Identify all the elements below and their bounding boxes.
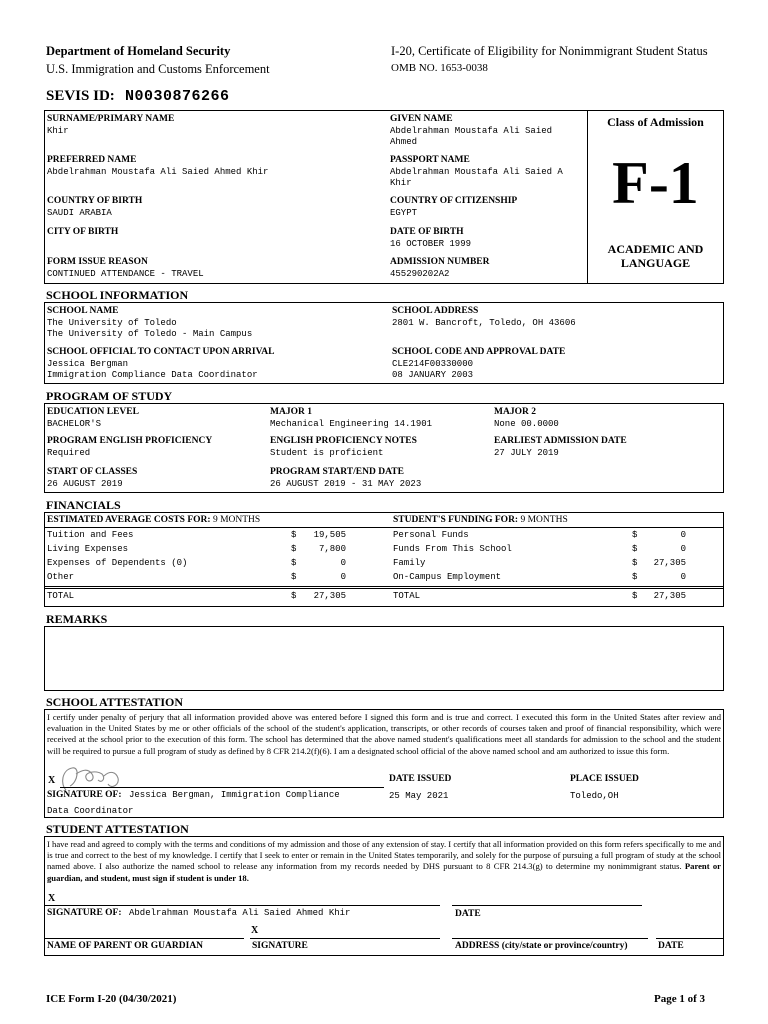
education-level-value: BACHELOR'S — [47, 419, 102, 429]
guardian-name-label: NAME OF PARENT OR GUARDIAN — [47, 941, 204, 951]
school-code-label: SCHOOL CODE AND APPROVAL DATE — [392, 347, 566, 357]
funding-currency: $ — [632, 572, 638, 582]
page-number: Page 1 of 3 — [654, 993, 706, 1005]
sevis-id: N0030876266 — [125, 88, 230, 105]
remarks-title: REMARKS — [46, 612, 108, 626]
cost-currency: $ — [291, 572, 297, 582]
funding-item: Personal Funds — [393, 530, 469, 540]
costs-total-value: 27,305 — [313, 591, 346, 601]
earliest-admission-value: 27 JULY 2019 — [494, 448, 559, 458]
department-name: Department of Homeland Security — [46, 44, 231, 58]
funding-amount: 0 — [680, 530, 686, 540]
cost-item: Other — [47, 572, 75, 582]
school-signer-title: Data Coordinator — [47, 806, 134, 816]
financials-total-rule-1 — [44, 586, 724, 587]
country-of-birth-label: COUNTRY OF BIRTH — [47, 196, 143, 206]
english-notes-label: ENGLISH PROFICIENCY NOTES — [270, 436, 417, 446]
cost-currency: $ — [291, 544, 297, 554]
program-dates-label: PROGRAM START/END DATE — [270, 467, 404, 477]
cost-currency: $ — [291, 558, 297, 568]
funding-amount: 0 — [680, 572, 686, 582]
major-2-value: None 00.0000 — [494, 419, 559, 429]
city-of-birth-label: CITY OF BIRTH — [47, 227, 119, 237]
major-1-label: MAJOR 1 — [270, 407, 312, 417]
costs-label: ESTIMATED AVERAGE COSTS FOR: — [47, 515, 211, 525]
financials-title: FINANCIALS — [46, 498, 121, 512]
surname-label: SURNAME/PRIMARY NAME — [47, 114, 175, 124]
cost-amount: 0 — [340, 572, 346, 582]
major-2-label: MAJOR 2 — [494, 407, 536, 417]
guardian-signature-label: SIGNATURE — [252, 941, 308, 951]
date-of-birth-label: DATE OF BIRTH — [390, 227, 464, 237]
admission-number-label: ADMISSION NUMBER — [390, 257, 490, 267]
date-issued-value: 25 May 2021 — [389, 791, 449, 801]
class-of-admission-label: Class of Admission — [607, 115, 704, 129]
given-name-label: GIVEN NAME — [390, 114, 453, 124]
school-approval-date: 08 JANUARY 2003 — [392, 370, 474, 380]
class-of-admission-code: F-1 — [612, 150, 699, 216]
earliest-admission-label: EARLIEST ADMISSION DATE — [494, 436, 627, 446]
cost-item: Living Expenses — [47, 544, 129, 554]
sevis-label: SEVIS ID: — [46, 88, 115, 104]
school-sign-x: X — [48, 775, 56, 786]
school-official-label: SCHOOL OFFICIAL TO CONTACT UPON ARRIVAL — [47, 347, 275, 357]
funding-heading — [393, 515, 568, 525]
guardian-date-label: DATE — [658, 941, 684, 951]
funding-total-value: 27,305 — [653, 591, 686, 601]
costs-total-label: TOTAL — [47, 591, 75, 601]
country-of-birth-value: SAUDI ARABIA — [47, 208, 112, 218]
funding-item: Family — [393, 558, 426, 568]
english-proficiency-label: PROGRAM ENGLISH PROFICIENCY — [47, 436, 213, 446]
passport-name-value: Abdelrahman Moustafa Ali Saied A — [390, 167, 563, 177]
school-name-value: The University of Toledo — [47, 318, 177, 328]
school-code-value: CLE214F00330000 — [392, 359, 474, 369]
school-attestation-title: SCHOOL ATTESTATION — [46, 695, 184, 709]
class-of-admission-desc-2: LANGUAGE — [620, 256, 691, 270]
start-of-classes-value: 26 AUGUST 2019 — [47, 479, 123, 489]
student-attestation-body: I have read and agreed to comply with the terms and conditions of my admission and those of any extension of stay. I certify that all information provided on this form refers specifically to me and is true and correct to the best of my knowledge. I certify that I seek to enter or remain in the United States temporarily, and solely for the purpose of pursuing a full program of study at the school named above. I also authorize the named school to release any information from my records needed by DHS pursuant to 8 CFR 214.3(g) to determine my nonimmigrant status. — [47, 839, 721, 872]
date-of-birth-value: 16 OCTOBER 1999 — [390, 239, 472, 249]
cost-currency: $ — [291, 530, 297, 540]
form-issue-reason-value: CONTINUED ATTENDANCE - TRAVEL — [47, 269, 204, 279]
guardian-address-label: ADDRESS (city/state or province/country) — [455, 941, 628, 951]
form-issue-reason-label: FORM ISSUE REASON — [47, 257, 148, 267]
class-of-admission-desc-1: ACADEMIC AND — [607, 242, 704, 256]
student-attestation-bold: Parent or guardian, and student, must sign if student is under 18. — [47, 861, 721, 883]
school-official-title: Immigration Compliance Data Coordinator — [47, 370, 258, 380]
funding-currency: $ — [632, 530, 638, 540]
form-title: I-20, Certificate of Eligibility for Nonimmigrant Student Status — [391, 44, 708, 58]
costs-total-currency: $ — [291, 591, 297, 601]
cost-item: Tuition and Fees — [47, 530, 134, 540]
school-campus-value: The University of Toledo - Main Campus — [47, 329, 253, 339]
class-divider — [587, 110, 588, 284]
student-date-line — [452, 905, 642, 906]
school-address-label: SCHOOL ADDRESS — [392, 306, 479, 316]
remarks-box — [44, 626, 724, 691]
funding-total-currency: $ — [632, 591, 638, 601]
date-issued-label: DATE ISSUED — [389, 774, 452, 784]
school-address-value: 2801 W. Bancroft, Toledo, OH 43606 — [392, 318, 576, 328]
english-notes-value: Student is proficient — [270, 448, 384, 458]
cost-amount: 7,800 — [318, 544, 346, 554]
funding-currency: $ — [632, 558, 638, 568]
place-issued-label: PLACE ISSUED — [570, 774, 639, 784]
student-signer-name: Abdelrahman Moustafa Ali Saied Ahmed Khir — [129, 908, 351, 918]
funding-label: STUDENT'S FUNDING FOR: — [393, 515, 519, 525]
school-attestation-text: I certify under penalty of perjury that all information provided above was entered before I signed this form and is true and correct. I executed this form in the United States after review and evaluation in the United States by me or other officials of the school of the student's application, transcripts, or other records of courses taken and proof of financial responsibility, which were received at the school prior to the execution of this form. The school has determined that the above named student's qualifications meet all standards for admission to the school and the student will be required to pursue a full program of study as defined by 8 CFR 214.2(f)(6). I am a designated school official of the above named school and am authorized to issue this form. — [47, 712, 721, 756]
school-information-title: SCHOOL INFORMATION — [46, 288, 189, 302]
given-name-value-cont: Ahmed — [390, 137, 418, 147]
school-signature-of-label: SIGNATURE OF: — [47, 790, 122, 800]
education-level-label: EDUCATION LEVEL — [47, 407, 139, 417]
student-attestation-title: STUDENT ATTESTATION — [46, 822, 189, 836]
school-name-label: SCHOOL NAME — [47, 306, 119, 316]
school-signer-name: Jessica Bergman, Immigration Compliance — [129, 790, 340, 800]
preferred-name-value: Abdelrahman Moustafa Ali Saied Ahmed Khir — [47, 167, 269, 177]
funding-item: On-Campus Employment — [393, 572, 502, 582]
country-of-citizenship-label: COUNTRY OF CITIZENSHIP — [390, 196, 518, 206]
cost-amount: 0 — [340, 558, 346, 568]
passport-name-label: PASSPORT NAME — [390, 155, 470, 165]
financials-total-rule-2 — [44, 588, 724, 589]
given-name-value: Abdelrahman Moustafa Ali Saied — [390, 126, 553, 136]
form-id: ICE Form I-20 (04/30/2021) — [46, 993, 177, 1005]
english-proficiency-value: Required — [47, 448, 91, 458]
program-of-study-title: PROGRAM OF STUDY — [46, 389, 173, 403]
guardian-signature-line — [250, 938, 440, 939]
funding-amount: 0 — [680, 544, 686, 554]
omb-number: OMB NO. 1653-0038 — [391, 62, 488, 74]
school-official-name: Jessica Bergman — [47, 359, 129, 369]
guardian-name-line — [44, 938, 244, 939]
preferred-name-label: PREFERRED NAME — [47, 155, 137, 165]
cost-amount: 19,505 — [313, 530, 346, 540]
student-date-label: DATE — [455, 909, 481, 919]
guardian-date-line — [656, 938, 724, 939]
school-signature-line — [60, 787, 384, 788]
costs-heading — [47, 515, 260, 525]
guardian-address-line — [452, 938, 648, 939]
funding-amount: 27,305 — [653, 558, 686, 568]
agency-name: U.S. Immigration and Customs Enforcement — [46, 62, 270, 76]
guardian-sign-x: X — [251, 925, 259, 936]
place-issued-value: Toledo,OH — [570, 791, 619, 801]
funding-item: Funds From This School — [393, 544, 512, 554]
passport-name-value-cont: Khir — [390, 178, 412, 188]
program-dates-value: 26 AUGUST 2019 - 31 MAY 2023 — [270, 479, 422, 489]
funding-currency: $ — [632, 544, 638, 554]
student-signature-of-label: SIGNATURE OF: — [47, 908, 122, 918]
student-sign-x: X — [48, 893, 56, 904]
admission-number-value: 455290202A2 — [390, 269, 450, 279]
start-of-classes-label: START OF CLASSES — [47, 467, 138, 477]
financials-header-rule — [44, 527, 724, 528]
surname-value: Khir — [47, 126, 69, 136]
country-of-citizenship-value: EGYPT — [390, 208, 418, 218]
cost-item: Expenses of Dependents (0) — [47, 558, 188, 568]
major-1-value: Mechanical Engineering 14.1901 — [270, 419, 433, 429]
funding-total-label: TOTAL — [393, 591, 421, 601]
student-signature-line — [44, 905, 440, 906]
costs-period: 9 MONTHS — [212, 515, 261, 525]
student-attestation-text — [47, 839, 721, 884]
funding-period: 9 MONTHS — [520, 515, 568, 525]
